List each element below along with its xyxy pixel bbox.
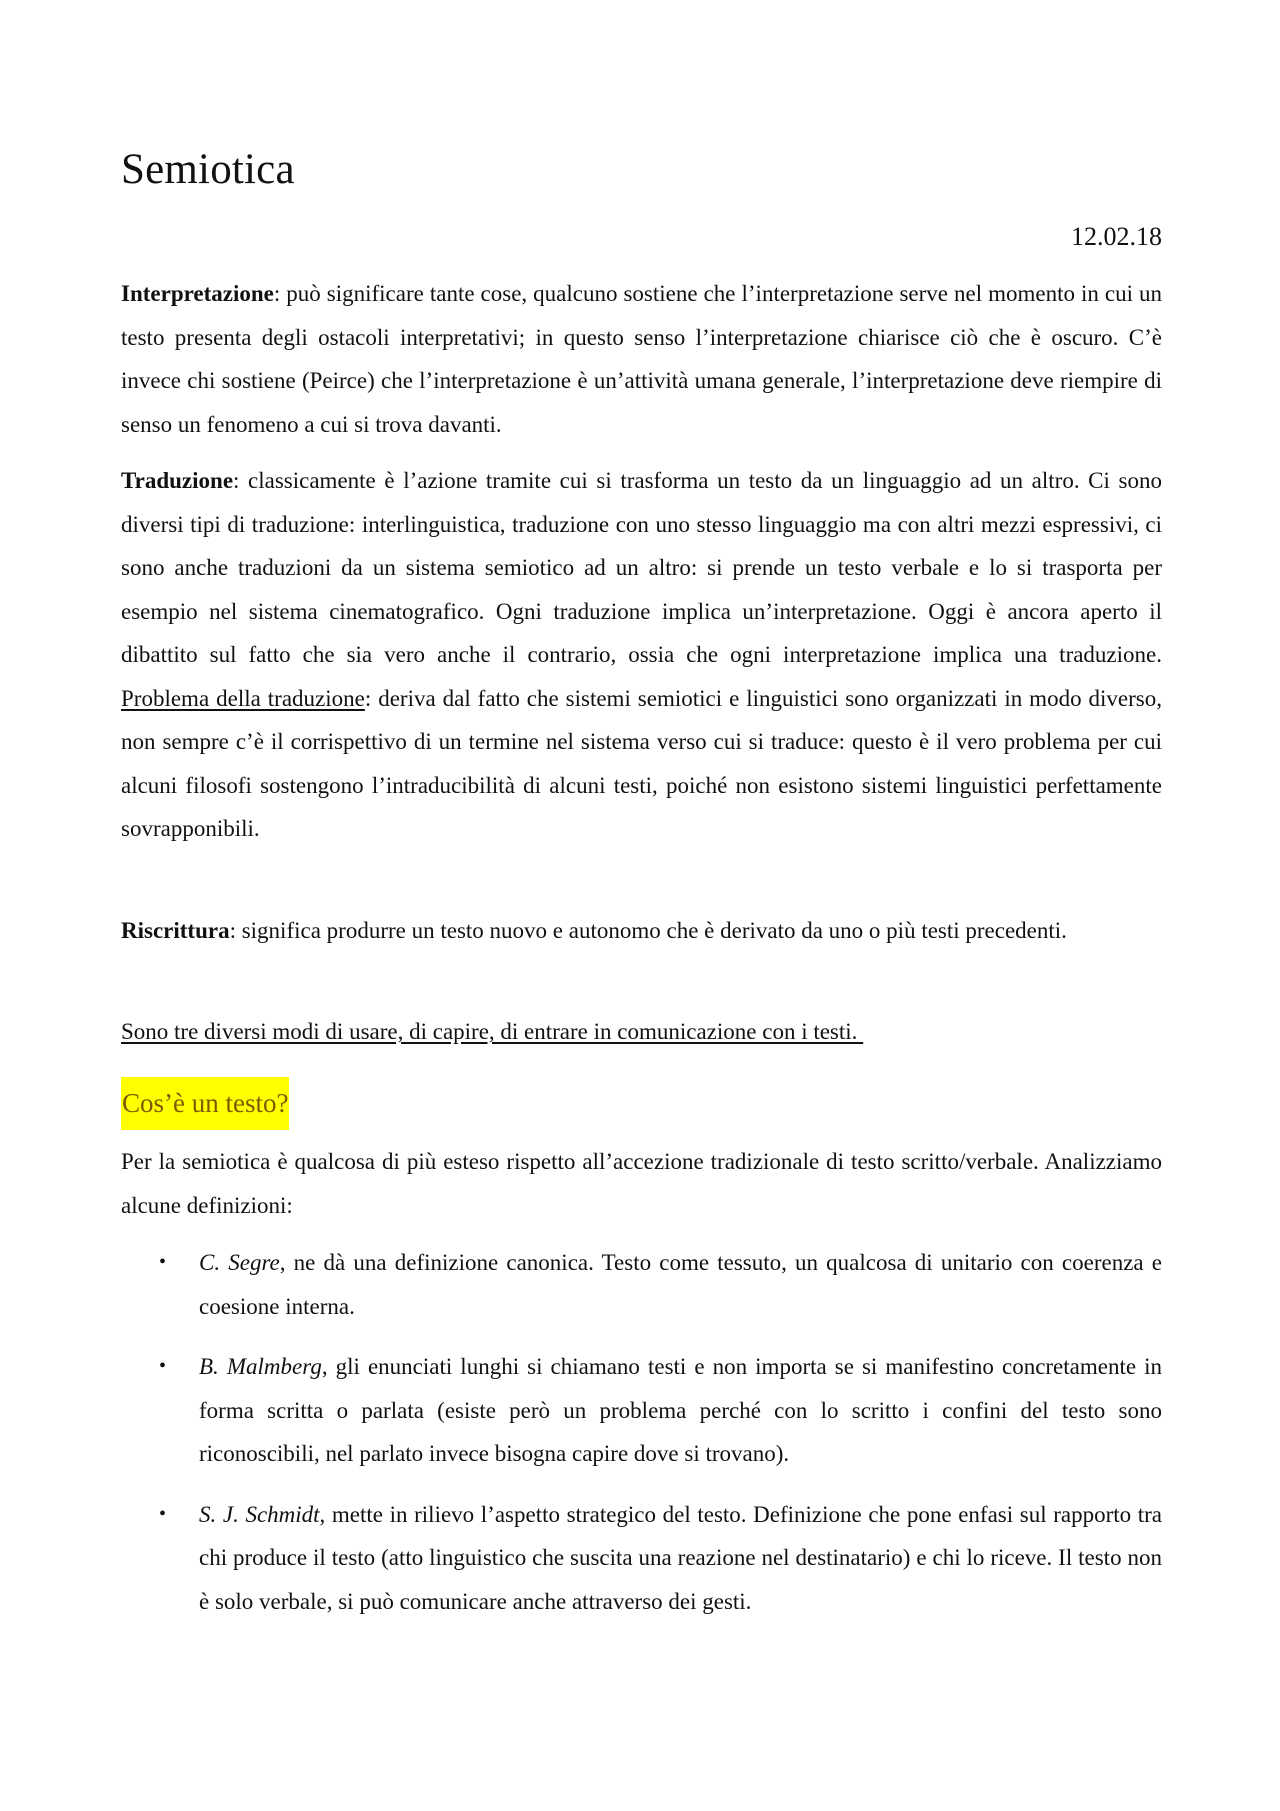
summary-line: [121, 1010, 1162, 1054]
list-item: [121, 1241, 1162, 1328]
definition-text: , ne dà una definizione canonica. Testo come tessuto, un qualcosa di unitario con coerenza e coesione interna.: [199, 1250, 1162, 1319]
paragraph-intro: Per la semiotica è qualcosa di più esteso rispetto all’accezione tradizionale di testo scritto/verbale. Analizziamo alcune definizioni:: [121, 1149, 1162, 1218]
summary-line-text: Sono tre diversi modi di usare, di capire, di entrare in comunicazione con i testi.: [121, 1019, 864, 1044]
term-interpretazione: Interpretazione: [121, 281, 274, 306]
paragraph-riscrittura-text: : significa produrre un testo nuovo e autonomo che è derivato da uno o più testi precedenti.: [229, 918, 1067, 943]
bullet-icon: •: [159, 1251, 167, 1273]
term-riscrittura: Riscrittura: [121, 918, 230, 943]
document-date: 12.02.18: [1071, 222, 1162, 251]
definition-author: C. Segre: [199, 1250, 280, 1275]
definition-author: S. J. Schmidt: [199, 1501, 320, 1527]
underlined-problema-traduzione: Problema della traduzione: [121, 685, 365, 711]
bullet-icon: •: [159, 1502, 167, 1525]
bullet-icon: •: [159, 1355, 167, 1377]
definition-text: , gli enunciati lunghi si chiamano testi e non importa se si manifestino concretamente in forma scritta o parlata (esiste però un problema perché con lo scritto i confini del testo sono riconoscibili, nel parlato invece bisogna capire dove si trovano).: [199, 1354, 1163, 1466]
paragraph-traduzione-text-after: : deriva dal fatto che sistemi semiotici e linguistici sono organizzati in modo diverso, non sempre c’è il corrispettivo di un termine nel sistema verso cui si traduce: questo è il vero problema per cui alcuni filosofi sostengono l’intraducibilità di alcuni testi, poiché non esistono sistemi linguistici perfettamente sovrapponibili.: [121, 685, 1162, 841]
paragraph-riscrittura: [121, 909, 1162, 953]
paragraph-interpretazione: [121, 272, 1162, 446]
definition-text: , mette in rilievo l’aspetto strategico del testo. Definizione che pone enfasi sul rapporto tra chi produce il testo (atto linguistico che suscita una reazione nel destinatario) e chi lo riceve. Il testo non è solo verbale, si può comunicare anche attraverso dei gesti.: [199, 1501, 1162, 1614]
paragraph-traduzione-text-before: : classicamente è l’azione tramite cui si trasforma un testo da un linguaggio ad un altro. Ci sono diversi tipi di traduzione: interlinguistica, traduzione con uno stesso linguaggio ma con altri mezzi espressivi, ci sono anche traduzioni da un sistema semiotico ad un altro: si prende un testo verbale e lo si trasporta per esempio nel sistema cinematografico. Ogni traduzione implica un’interpretazione. Oggi è ancora aperto il dibattito sul fatto che sia vero anche il contrario, ossia che ogni interpretazione implica una traduzione.: [121, 468, 1162, 667]
term-traduzione: Traduzione: [121, 468, 234, 493]
paragraph-interpretazione-text: : può significare tante cose, qualcuno sostiene che l’interpretazione serve nel momento in cui un testo presenta degli ostacoli interpretativi; in questo senso l’interpretazione chiarisce ciò che è oscuro. C’è invece chi sostiene (Peirce) che l’interpretazione è un’attività umana generale, l’interpretazione deve riempire di senso un fenomeno a cui si trova davanti.: [121, 281, 1162, 437]
list-item: [121, 1493, 1162, 1624]
list-item: [121, 1345, 1162, 1476]
definitions-list: [121, 1241, 1162, 1640]
paragraph-traduzione: [121, 459, 1162, 851]
document-title: Semiotica: [121, 146, 295, 193]
definition-author: B. Malmberg: [199, 1354, 322, 1379]
heading-cose-un-testo: Cos’è un testo?: [121, 1077, 289, 1130]
